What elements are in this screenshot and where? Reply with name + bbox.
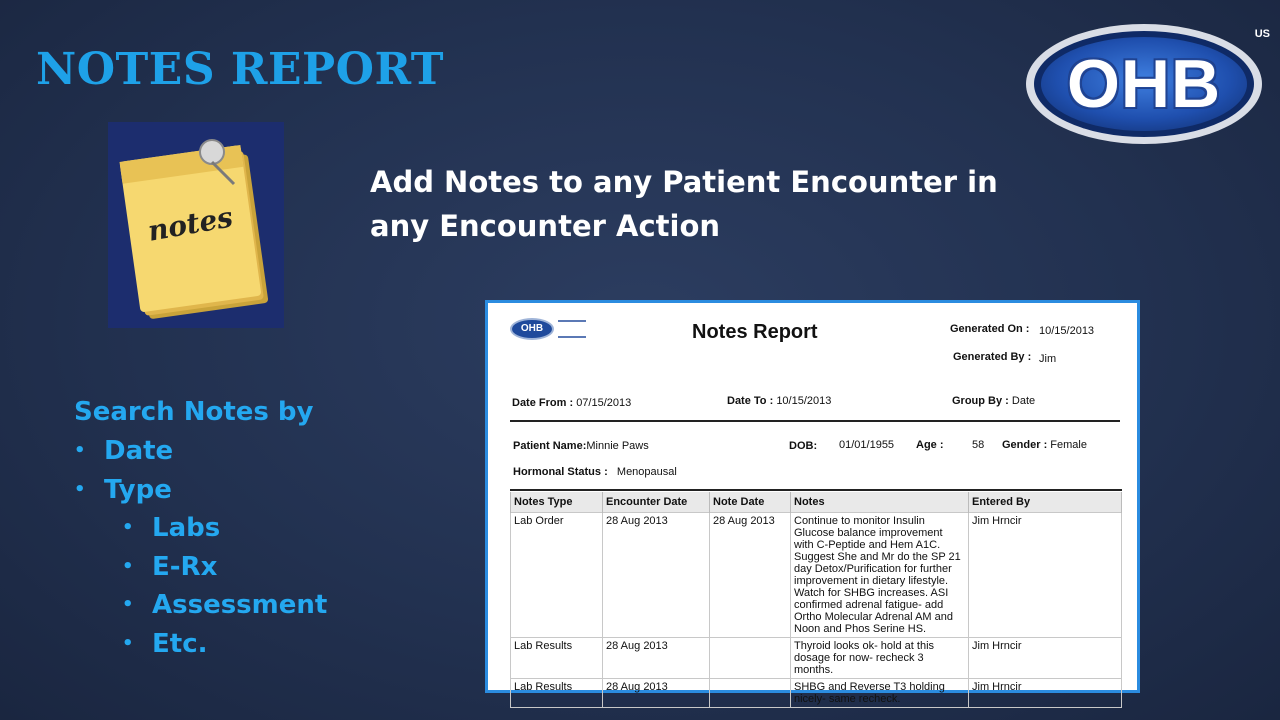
- bullet-icon: •: [74, 478, 86, 500]
- list-subitem: • Labs: [74, 509, 327, 548]
- search-notes-list: [74, 394, 327, 663]
- report-title: Notes Report: [692, 321, 818, 343]
- notes-report: [485, 300, 1140, 705]
- table-cell: Lab Order: [511, 513, 603, 638]
- search-heading: Search Notes by: [74, 397, 314, 427]
- hormonal-status: Menopausal: [616, 466, 677, 478]
- date-to-label: Date To :: [727, 395, 774, 407]
- report-logo-mark: [558, 320, 586, 338]
- generated-by-label: Generated By :: [953, 351, 1032, 363]
- bullet-icon: •: [122, 517, 134, 538]
- column-header: Encounter Date: [603, 492, 710, 513]
- group-by-label: Group By :: [952, 395, 1009, 407]
- age-label: Age :: [916, 439, 944, 451]
- notes-pad-text: notes: [145, 200, 236, 248]
- table-header-row: [511, 492, 1122, 513]
- bullet-icon: •: [122, 555, 134, 577]
- bullet-icon: •: [74, 440, 86, 461]
- generated-on: 10/15/2013: [1039, 325, 1095, 337]
- logo-text: OHB: [1066, 46, 1222, 122]
- list-subitem: • Assessment: [74, 586, 327, 625]
- notes-pad-image: [108, 122, 284, 328]
- table-cell: 28 Aug 2013: [603, 638, 710, 679]
- list-subitem: • Etc.: [74, 625, 327, 664]
- table-cell: Jim Hrncir: [969, 513, 1122, 638]
- divider: [510, 420, 1120, 422]
- table-cell: Continue to monitor Insulin Glucose balance improvement with C-Peptide and Hem A1C. Suggest She and Mr do the SP 21 day Detox/Purification for further improvement in dietary lifestyle. Watch for SHBG increases. ASI confirmed adrenal fatigue- add Ortho Molecular Adrenal AM and Noon and Phos Serine HS.: [791, 513, 969, 638]
- date-to: 10/15/2013: [776, 395, 832, 407]
- list-item: • Date: [74, 432, 327, 471]
- table-cell: Lab Results: [511, 638, 603, 679]
- dob: 01/01/1955: [839, 439, 895, 451]
- table-cell: [710, 638, 791, 679]
- ohb-logo: [1024, 22, 1276, 150]
- gender: Female: [1050, 439, 1087, 451]
- patient-name: Minnie Paws: [586, 440, 649, 452]
- table-cell: 28 Aug 2013: [603, 513, 710, 638]
- table-cell: Thyroid looks ok- hold at this dosage for now- recheck 3 months.: [791, 638, 969, 679]
- table-cell: Jim Hrncir: [969, 679, 1122, 708]
- bullet-icon: •: [122, 632, 134, 654]
- generated-by: Jim: [1039, 353, 1057, 365]
- dob-label: DOB:: [789, 440, 818, 452]
- table-cell: SHBG and Reverse T3 holding nicely- same recheck.: [791, 679, 969, 708]
- headline: Add Notes to any Patient Encounter in any Encounter Action: [370, 165, 998, 243]
- date-from-label: Date From :: [512, 397, 574, 409]
- date-from: 07/15/2013: [576, 397, 632, 409]
- table-cell: 28 Aug 2013: [710, 513, 791, 638]
- slide-title: NOTES REPORT: [36, 44, 444, 95]
- gender-label: Gender :: [1002, 439, 1048, 451]
- patient-name-label: Patient Name:: [513, 440, 587, 452]
- hormonal-status-label: Hormonal Status :: [513, 466, 608, 478]
- generated-on-label: Generated On :: [950, 323, 1030, 335]
- column-header: Note Date: [710, 492, 791, 513]
- group-by: Date: [1011, 395, 1036, 407]
- notes-table: [510, 492, 1122, 708]
- age: 58: [972, 439, 985, 451]
- table-row: [511, 638, 1122, 679]
- table-cell: Lab Results: [511, 679, 603, 708]
- column-header: Notes: [791, 492, 969, 513]
- logo-region: US: [1254, 28, 1270, 40]
- divider: [510, 489, 1122, 491]
- column-header: Notes Type: [511, 492, 603, 513]
- column-header: Entered By: [969, 492, 1122, 513]
- bullet-icon: •: [122, 594, 134, 615]
- table-row: [511, 679, 1122, 708]
- report-logo: OHB: [510, 318, 554, 340]
- table-cell: 28 Aug 2013: [603, 679, 710, 708]
- table-cell: Jim Hrncir: [969, 638, 1122, 679]
- list-subitem: • E-Rx: [74, 548, 327, 587]
- table-cell: [710, 679, 791, 708]
- table-row: [511, 513, 1122, 638]
- list-item: • Type: [74, 471, 327, 510]
